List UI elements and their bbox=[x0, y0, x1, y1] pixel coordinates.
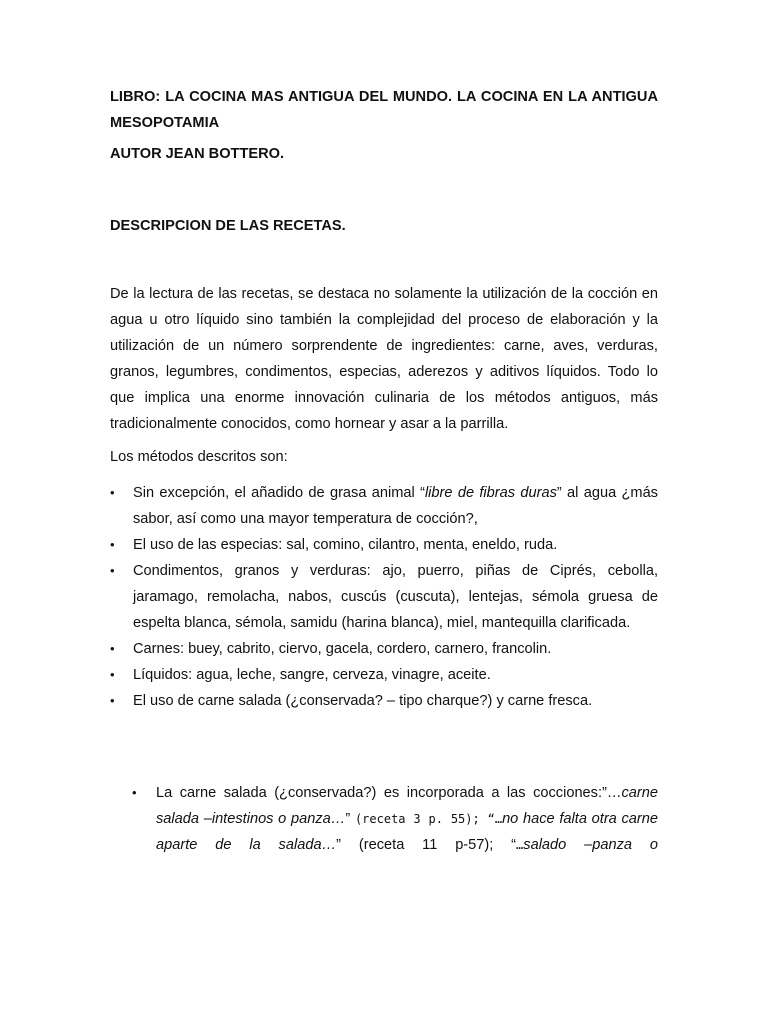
sub-item-text: La carne salada (¿conservada?) es incorporada a las cocciones:”… bbox=[156, 785, 622, 801]
list-item bbox=[110, 480, 658, 532]
sub-item-italic: salado –panza o bbox=[523, 837, 659, 853]
sub-item-text: ” (receta 11 p-57); “ bbox=[336, 837, 517, 853]
list-item: • Carnes: buey, cabrito, ciervo, gacela, cordero, carnero, francolin. bbox=[110, 636, 658, 662]
list-item-text: ” al agua ¿más sabor, así como una mayor temperatura de cocción?, bbox=[133, 485, 658, 527]
sub-item-text: ” bbox=[345, 811, 355, 827]
book-title: LIBRO: LA COCINA MAS ANTIGUA DEL MUNDO. LA COCINA EN LA ANTIGUA MESOPOTAMIA bbox=[110, 89, 658, 131]
sub-item-italic: carne salada –intestinos o panza… bbox=[156, 785, 658, 827]
list-item: • El uso de carne salada (¿conservada? – tipo charque?) y carne fresca. bbox=[110, 688, 658, 714]
intro-paragraph: De la lectura de las recetas, se destaca no solamente la utilización de la cocción en agua u otro líquido sino también la complejidad del proceso de elaboración y la utilización de un número sorprendente de ingredientes: carne, aves, verduras, granos, legumbres, condimentos, especias, aderezos y aditivos líquidos. Todo lo que implica una enorme innovación culinaria de los métodos antiguos, más tradicionalmente conocidos, como hornear y asar a la parrilla. bbox=[110, 286, 658, 432]
document-page bbox=[110, 84, 658, 858]
sub-list-item bbox=[132, 780, 658, 858]
author-line: AUTOR JEAN BOTTERO. bbox=[110, 146, 285, 162]
list-item-text: Sin excepción, el añadido de grasa animal “ bbox=[133, 485, 425, 501]
sub-item-italic: no hace falta otra carne aparte de la salada… bbox=[156, 811, 659, 853]
methods-list bbox=[110, 480, 658, 714]
methods-intro: Los métodos descritos son: bbox=[110, 449, 288, 465]
sub-list bbox=[110, 780, 658, 858]
sub-item-ellipsis: … bbox=[516, 838, 524, 852]
list-item: • El uso de las especias: sal, comino, cilantro, menta, eneldo, ruda. bbox=[110, 532, 658, 558]
list-item-italic: libre de fibras duras bbox=[424, 485, 557, 501]
section-heading: DESCRIPCION DE LAS RECETAS. bbox=[110, 218, 346, 234]
sub-item-reference: (receta 3 p. 55); “… bbox=[354, 812, 503, 826]
list-item: • Condimentos, granos y verduras: ajo, puerro, piñas de Ciprés, cebolla, jaramago, remolacha, nabos, cuscús (cuscuta), lentejas, sémola gruesa de espelta blanca, sémola, samidu (harina blanca), miel, mantequilla clarificada. bbox=[110, 558, 658, 636]
list-item: • Líquidos: agua, leche, sangre, cerveza, vinagre, aceite. bbox=[110, 662, 658, 688]
